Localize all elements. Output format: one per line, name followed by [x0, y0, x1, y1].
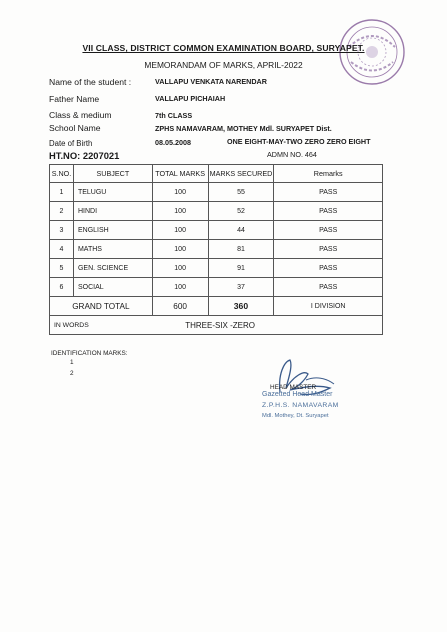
- table-row: [50, 221, 383, 240]
- remark-cell: PASS: [274, 278, 383, 297]
- in-words-row: [50, 316, 383, 335]
- stamp-line: Mdl. Mothey, Dt. Suryapet: [262, 413, 329, 419]
- subject-cell: ENGLISH: [73, 221, 152, 240]
- dob-value: 08.05.2008: [155, 138, 191, 147]
- table-row: [50, 202, 383, 221]
- sno-cell: 5: [50, 259, 74, 278]
- subject-cell: SOCIAL: [73, 278, 152, 297]
- remark-cell: PASS: [274, 202, 383, 221]
- grand-total-row: [50, 297, 383, 316]
- document-title: VII CLASS, DISTRICT COMMON EXAMINATION BOARD, SURYAPET.: [82, 43, 365, 53]
- column-header: TOTAL MARKS: [152, 165, 208, 183]
- total-cell: 100: [152, 240, 208, 259]
- marks-table: [49, 164, 383, 335]
- division: I DIVISION: [274, 297, 383, 316]
- sno-cell: 6: [50, 278, 74, 297]
- sno-cell: 4: [50, 240, 74, 259]
- stamp-line: Z.P.H.S. NAMAVARAM: [262, 401, 339, 409]
- grand-total-marks: 600: [152, 297, 208, 316]
- class-medium: 7th CLASS: [155, 111, 193, 120]
- table-row: [50, 183, 383, 202]
- document-subtitle: MEMORANDAM OF MARKS, APRIL-2022: [144, 60, 303, 70]
- student-name: VALLAPU VENKATA NARENDAR: [155, 77, 267, 86]
- remark-cell: PASS: [274, 240, 383, 259]
- subject-cell: MATHS: [73, 240, 152, 259]
- in-words-label: IN WORDS: [50, 316, 153, 335]
- grand-total-secured: 360: [208, 297, 274, 316]
- class-medium-label: Class & medium: [49, 110, 112, 120]
- subject-cell: TELUGU: [73, 183, 152, 202]
- grand-total-label: GRAND TOTAL: [50, 297, 153, 316]
- father-name-label: Father Name: [49, 94, 100, 104]
- dob-label: Date of Birth: [49, 139, 93, 148]
- hall-ticket-number: HT.NO: 2207021: [49, 150, 120, 161]
- column-header: S.NO.: [50, 165, 74, 183]
- admission-number: ADMN NO. 464: [267, 150, 317, 159]
- sno-cell: 3: [50, 221, 74, 240]
- column-header: Remarks: [274, 165, 383, 183]
- remark-cell: PASS: [274, 183, 383, 202]
- head-master-label: HEAD MASTER: [270, 384, 317, 391]
- total-cell: 100: [152, 202, 208, 221]
- sno-cell: 1: [50, 183, 74, 202]
- total-cell: 100: [152, 278, 208, 297]
- in-words-value: THREE-SIX -ZERO: [152, 316, 382, 335]
- table-row: [50, 240, 383, 259]
- school-name-label: School Name: [49, 123, 101, 133]
- secured-cell: 52: [208, 202, 274, 221]
- dob-words: ONE EIGHT-MAY-TWO ZERO ZERO EIGHT: [227, 137, 371, 146]
- column-header: SUBJECT: [73, 165, 152, 183]
- table-header-row: [50, 165, 383, 183]
- identification-label: IDENTIFICATION MARKS:: [51, 350, 128, 357]
- identification-item: 1: [70, 359, 74, 366]
- father-name: VALLAPU PICHAIAH: [155, 94, 226, 103]
- stamp-line: Gazetted Head Master: [262, 391, 333, 398]
- table-row: [50, 278, 383, 297]
- secured-cell: 91: [208, 259, 274, 278]
- secured-cell: 55: [208, 183, 274, 202]
- secured-cell: 37: [208, 278, 274, 297]
- column-header: MARKS SECURED: [208, 165, 274, 183]
- total-cell: 100: [152, 259, 208, 278]
- subject-cell: HINDI: [73, 202, 152, 221]
- total-cell: 100: [152, 221, 208, 240]
- secured-cell: 44: [208, 221, 274, 240]
- sno-cell: 2: [50, 202, 74, 221]
- school-name: ZPHS NAMAVARAM, MOTHEY Mdl. SURYAPET Dist.: [155, 124, 332, 133]
- remark-cell: PASS: [274, 221, 383, 240]
- remark-cell: PASS: [274, 259, 383, 278]
- identification-item: 2: [70, 370, 74, 377]
- student-name-label: Name of the student :: [49, 77, 132, 87]
- table-row: [50, 259, 383, 278]
- school-stamp: [262, 390, 339, 422]
- total-cell: 100: [152, 183, 208, 202]
- subject-cell: GEN. SCIENCE: [73, 259, 152, 278]
- secured-cell: 81: [208, 240, 274, 259]
